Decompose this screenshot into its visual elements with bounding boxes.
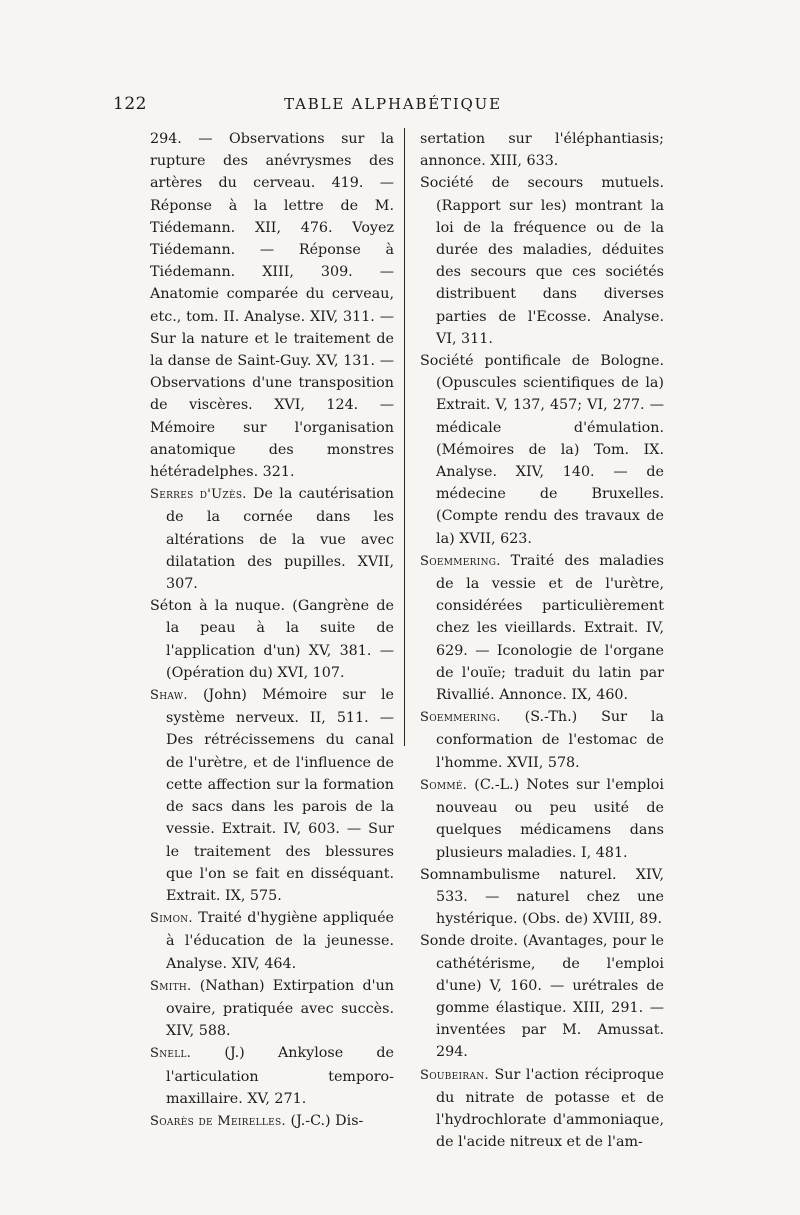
entry-text: (J.-C.) Dis- [285, 1112, 364, 1129]
index-entry [150, 483, 394, 595]
index-entry [420, 930, 664, 1063]
right-column [420, 128, 664, 1153]
entry-head: Sommé. [420, 777, 468, 793]
index-entry [150, 684, 394, 907]
page-header [113, 94, 673, 122]
entry-head: Soubeiran. [420, 1067, 489, 1083]
page-number: 122 [113, 94, 147, 114]
entry-head: Soemmering. [420, 710, 501, 726]
entry-text: 294. — Observations sur la rupture des anévrysmes des artères du cerveau. 419. — Réponse à la lettre de M. Tiédemann. XII, 476. Voyez Tiédemann. — Réponse à Tiédemann. XIII, 309. — Anatomie comparée du cerveau, etc., tom. II. Analyse. XIV, 311. — Sur la nature et le traitement de la danse de Saint-Guy. XV, 131. — Observations d'une transposition de viscères. XVI, 124. — Mémoire sur l'organisation anatomique des monstres hétéradelphes. 321. [150, 131, 394, 481]
entry-head: Smith. [150, 978, 192, 994]
index-entry [150, 975, 394, 1043]
entry-text: (Nathan) Extirpation d'un ovaire, pratiquée avec succès. XIV, 588. [166, 977, 394, 1040]
entry-text: Traité des maladies de la vessie et de l'urètre, considérées particulièrement chez les vieillards. Extrait. IV, 629. — Iconologie de l'organe de l'ouïe; traduit du latin par Rivallié. Annonce. IX, 460. [436, 552, 664, 704]
entry-text: Séton à la nuque. (Gangrène de la peau à la suite de l'application d'un) XV, 381. — (Opération du) XVI, 107. [150, 598, 394, 681]
index-entry [420, 1064, 664, 1154]
index-entry [420, 128, 664, 172]
entry-text: Sonde droite. (Avantages, pour le cathétérisme, de l'emploi d'une) V, 160. — urétrales de gomme élastique. XIII, 291. — inventées par M. Amussat. 294. [420, 933, 664, 1061]
index-entry [420, 172, 664, 350]
index-entry [420, 774, 664, 864]
index-entry [420, 550, 664, 706]
running-title: TABLE ALPHABÉTIQUE [284, 95, 502, 113]
entry-head: Shaw. [150, 688, 188, 704]
entry-text: (J.) Ankylose de l'articulation temporo-maxillaire. XV, 271. [166, 1045, 394, 1107]
index-entry [150, 595, 394, 684]
index-entry [150, 907, 394, 975]
entry-head: Simon. [150, 911, 193, 927]
entry-head: Soarès de Meirelles. [150, 1113, 286, 1129]
entry-text: Société de secours mutuels. (Rapport sur les) montrant la loi de la fréquence ou de la durée des maladies, déduites des secours que ces sociétés distribuent dans diverses parties de l'Ecosse. Analyse. VI, 311. [420, 175, 664, 347]
entry-text: Sur l'action réciproque du nitrate de potasse et de l'hydrochlorate d'ammoniaque, de l'acide nitreux et de l'am- [436, 1066, 664, 1151]
entry-text: De la cautérisation de la cornée dans les altérations de la vue avec dilatation des pupilles. XVII, 307. [166, 486, 395, 593]
index-entry [420, 350, 664, 550]
index-entry [150, 1110, 394, 1133]
entry-head: Serres d'Uzès. [150, 487, 247, 503]
index-entry [150, 128, 394, 483]
entry-text: (C.-L.) Notes sur l'emploi nouveau ou peu usité de quelques médicamens dans plusieurs maladies. I, 481. [436, 776, 664, 861]
entry-text: Somnambulisme naturel. XIV, 533. — naturel chez une hystérique. (Obs. de) XVIII, 89. [420, 866, 664, 928]
entry-text: sertation sur l'éléphantiasis; annonce. XIII, 633. [420, 131, 664, 170]
index-entry [150, 1042, 394, 1110]
entry-text: (John) Mémoire sur le système nerveux. II, 511. — Des rétrécissemens du canal de l'urètre, et de l'influence de cette affection sur la formation de sacs dans les parois de la vessie. Extrait. IV, 603. — Sur le traitement des blessures que l'on se fait en disséquant. Extrait. IX, 575. [166, 687, 394, 904]
entry-head: Soemmering. [420, 553, 501, 569]
column-divider [404, 128, 405, 746]
entry-text: Traité d'hygiène appliquée à l'éducation de la jeunesse. Analyse. XIV, 464. [166, 910, 394, 972]
entry-text: (S.-Th.) Sur la conformation de l'estomac de l'homme. XVII, 578. [436, 709, 664, 771]
left-column [150, 128, 394, 1133]
index-entry [420, 864, 664, 931]
entry-head: Snell. [150, 1046, 192, 1062]
index-entry [420, 706, 664, 774]
entry-text: Société pontificale de Bologne. (Opuscules scientifiques de la) Extrait. V, 137, 457; VI, 277. — médicale d'émulation. (Mémoires de la) Tom. IX. Analyse. XIV, 140. — de médecine de Bruxelles. (Compte rendu des travaux de la) XVII, 623. [420, 353, 664, 547]
